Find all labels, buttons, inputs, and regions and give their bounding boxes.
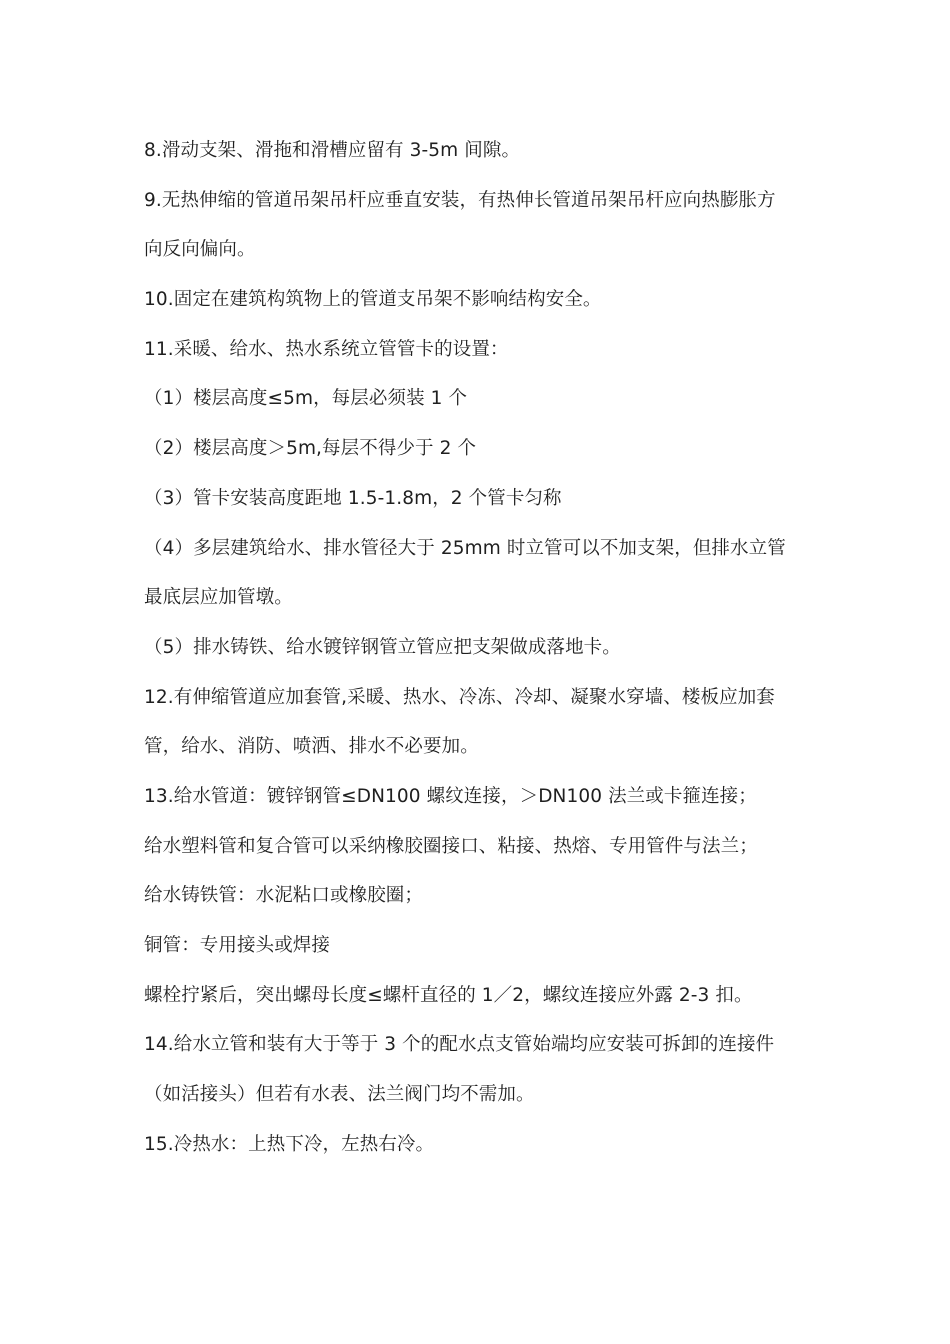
text-line-9: （4）多层建筑给水、排水管径大于 25mm 时立管可以不加支架，但排水立管	[144, 537, 786, 559]
text-line-12: 12.有伸缩管道应加套管,采暖、热水、冷冻、冷却、凝聚水穿墙、楼板应加套	[144, 686, 775, 708]
text-line-3: 向反向偏向。	[144, 239, 256, 261]
text-line-18: 螺栓拧紧后，突出螺母长度≤螺杆直径的 1／2，螺纹连接应外露 2-3 扣。	[144, 984, 753, 1006]
text-line-1: 8.滑动支架、滑拖和滑槽应留有 3-5m 间隙。	[144, 140, 521, 161]
text-line-11: （5）排水铸铁、给水镀锌钢管立管应把支架做成落地卡。	[144, 636, 621, 658]
document-body	[144, 126, 814, 1169]
text-line-4: 10.固定在建筑构筑物上的管道支吊架不影响结构安全。	[144, 289, 602, 311]
text-line-21: 15.冷热水：上热下冷，左热右冷。	[144, 1133, 435, 1155]
text-line-13: 管，给水、消防、喷洒、排水不必要加。	[144, 736, 479, 758]
text-line-5: 11.采暖、给水、热水系统立管管卡的设置：	[144, 338, 509, 360]
text-line-19: 14.给水立管和装有大于等于 3 个的配水点支管始端均应安装可拆卸的连接件	[144, 1034, 775, 1056]
text-line-6: （1）楼层高度≤5m，每层必须装 1 个	[144, 388, 468, 410]
text-line-14: 13.给水管道：镀锌钢管≤DN100 螺纹连接，＞DN100 法兰或卡箍连接；	[144, 785, 757, 807]
text-line-10: 最底层应加管墩。	[144, 587, 293, 609]
text-line-16: 给水铸铁管：水泥粘口或橡胶圈；	[144, 885, 424, 907]
text-line-8: （3）管卡安装高度距地 1.5-1.8m，2 个管卡匀称	[144, 487, 562, 509]
text-line-15: 给水塑料管和复合管可以采纳橡胶圈接口、粘接、热熔、专用管件与法兰；	[144, 835, 758, 857]
text-line-20: （如活接头）但若有水表、法兰阀门均不需加。	[144, 1084, 535, 1106]
text-line-2: 9.无热伸缩的管道吊架吊杆应垂直安装，有热伸长管道吊架吊杆应向热膨胀方	[144, 189, 776, 211]
text-line-17: 铜管：专用接头或焊接	[144, 935, 331, 956]
text-line-7: （2）楼层高度＞5m,每层不得少于 2 个	[144, 438, 477, 460]
